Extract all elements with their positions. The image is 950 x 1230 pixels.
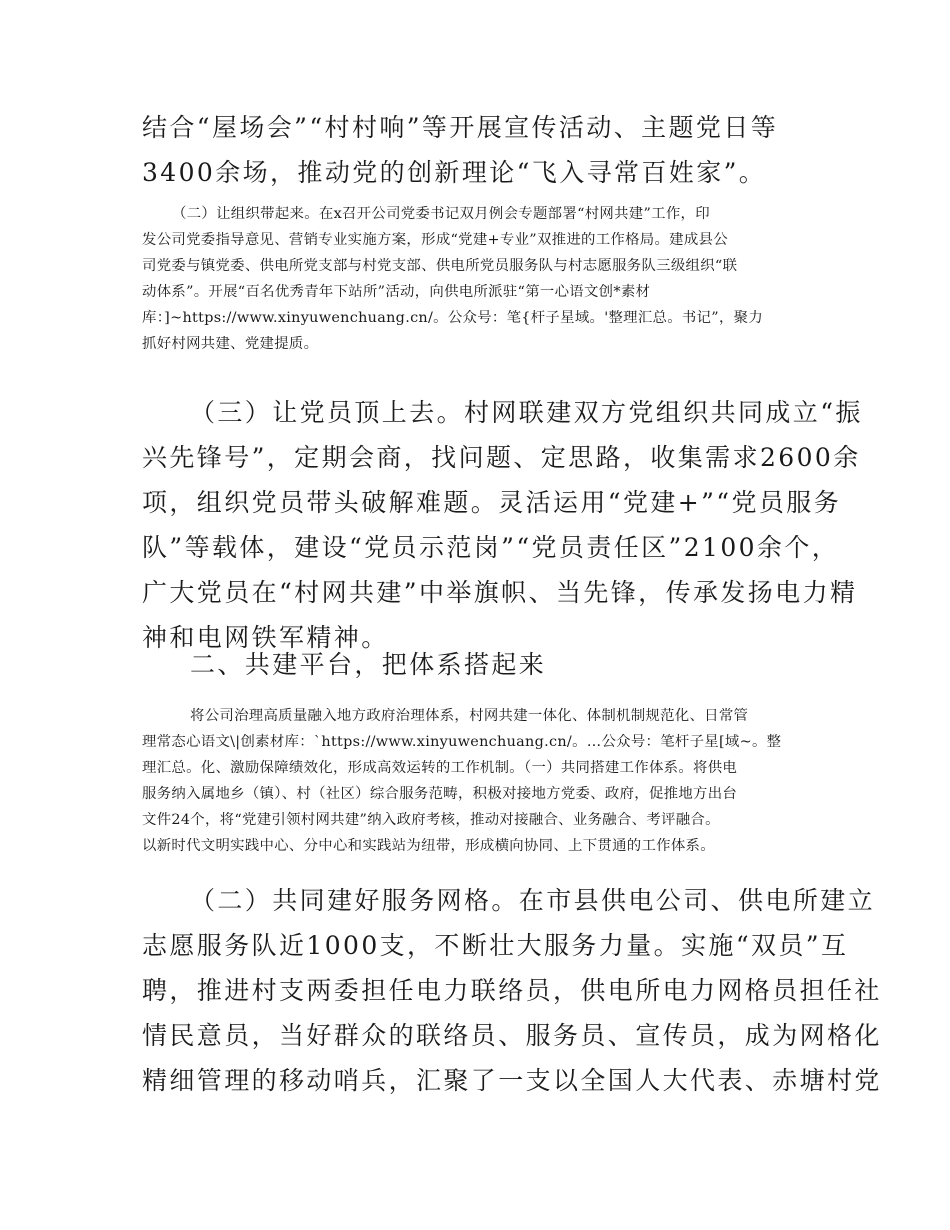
paragraph-party-members — [142, 390, 863, 660]
text-line: 广大党员在“村网共建”中举旗帜、当先锋，传承发扬电力精 — [142, 578, 858, 607]
paragraph-service-grid — [142, 878, 882, 1103]
text-line: 项，组织党员带头破解难题。灵活运用“党建+”“党员服务 — [142, 488, 842, 517]
paragraph-platform — [142, 703, 825, 859]
text-line: 抓好村网共建、党建提质。 — [142, 336, 319, 352]
text-line: 结合“屋场会”“村村响”等开展宣传活动、主题党日等 — [142, 113, 779, 142]
text-line: 3400余场，推动党的创新理论“飞入寻常百姓家”。 — [142, 158, 767, 187]
text-line: 将公司治理高质量融入地方政府治理体系，村网共建一体化、体制机制规范化、日常管 — [190, 708, 749, 724]
paragraph-organization — [142, 201, 825, 357]
text-line: 文件24个，将“党建引领村网共建”纳入政府考核，推动对接融合、业务融合、考评融合。 — [142, 812, 720, 828]
text-line: 理常态心语文\|创素材库：`https://www.xinyuwenchuang.cn/。…公众号：笔杆子星[域~。整 — [142, 734, 782, 750]
text-line: （三）让党员顶上去。村网联建双方党组织共同成立“振 — [190, 398, 863, 427]
text-line: 精细管理的移动哨兵，汇聚了一支以全国人大代表、赤塘村党 — [142, 1066, 882, 1095]
text-line: 理汇总。化、激励保障绩效化，形成高效运转的工作机制。（一）共同搭建工作体系。将供电 — [142, 760, 738, 776]
section-heading: 二、共建平台，把体系搭起来 — [190, 650, 547, 679]
text-line: 动体系”。开展“百名优秀青年下站所”活动，向供电所派驻“第一心语文创*素材 — [142, 284, 651, 300]
text-line: 发公司党委指导意见、营销专业实施方案，形成“党建+专业”双推进的工作格局。建成县公 — [142, 232, 728, 248]
text-line: 神和电网铁军精神。 — [142, 623, 389, 652]
text-line: 情民意员，当好群众的联络员、服务员、宣传员，成为网格化 — [142, 1021, 882, 1050]
text-line: （二）让组织带起来。在x召开公司党委书记双月例会专题部署“村网共建”工作，印 — [172, 206, 710, 222]
text-line: （二）共同建好服务网格。在市县供电公司、供电所建立 — [190, 886, 876, 915]
text-line: 兴先锋号”，定期会商，找问题、定思路，收集需求2600余 — [142, 443, 861, 472]
text-line: 队”等载体，建设“党员示范岗”“党员责任区”2100余个， — [142, 533, 840, 562]
text-line: 志愿服务队近1000支，不断壮大服务力量。实施“双员”互 — [142, 931, 849, 960]
text-line: 以新时代文明实践中心、分中心和实践站为纽带，形成横向协同、上下贯通的工作体系。 — [142, 838, 715, 854]
text-line: 服务纳入属地乡（镇）、村（社区）综合服务范畴，积极对接地方党委、政府，促推地方出台 — [142, 786, 738, 802]
text-line: 聘，推进村支两委担任电力联络员，供电所电力网格员担任社 — [142, 976, 882, 1005]
text-line: 司党委与镇党委、供电所党支部与村党支部、供电所党员服务队与村志愿服务队三级组织“联 — [142, 258, 738, 274]
paragraph-propaganda — [142, 105, 825, 195]
text-line: 库：]~https://www.xinyuwenchuang.cn/。公众号：笔{杆子星域。'整理汇总。书记”，聚力 — [142, 310, 764, 326]
